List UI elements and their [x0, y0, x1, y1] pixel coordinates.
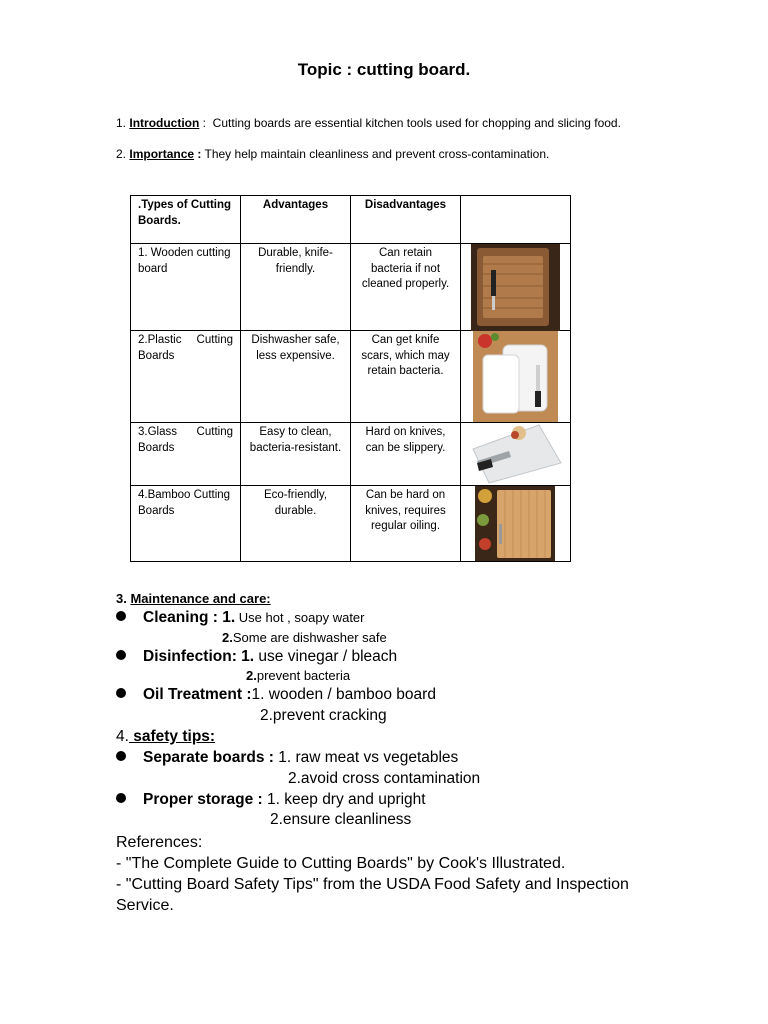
table-row [131, 486, 571, 562]
advantages-cell: Dishwasher safe, less expensive. [241, 331, 351, 423]
list-item [116, 791, 426, 809]
item-second-text: 2.ensure cleanliness [270, 811, 412, 828]
item-first: 1. keep dry and upright [262, 791, 426, 808]
item-second-text: Some are dishwasher safe [232, 630, 387, 645]
image-cell [461, 423, 571, 486]
bullet-icon [116, 751, 126, 761]
item-label: Oil Treatment : [143, 686, 252, 703]
maintenance-heading [116, 591, 271, 606]
header-disadvantages: Disadvantages [351, 196, 461, 244]
wooden-board-image [471, 244, 560, 331]
importance-text: They help maintain cleanliness and prevent cross-contamination. [201, 147, 550, 161]
disadvantages-cell: Can get knife scars, which may retain bacteria. [351, 331, 461, 423]
disadvantages-cell: Can be hard on knives, requires regular oiling. [351, 486, 461, 562]
header-types: .Types of Cutting Boards. [131, 196, 241, 244]
item-second-text: 2.avoid cross contamination [288, 770, 481, 787]
item-second-text: prevent bacteria [256, 668, 351, 683]
list-item [116, 648, 397, 666]
list-item [116, 609, 365, 627]
table-row [131, 423, 571, 486]
bullet-icon [116, 650, 126, 660]
page-title: Topic : cutting board. [297, 60, 471, 79]
intro-sep: : [199, 116, 207, 130]
bamboo-board-image [475, 486, 555, 561]
list-item [116, 749, 458, 767]
advantages-cell: Eco-friendly, durable. [241, 486, 351, 562]
importance-number: 2. [116, 147, 127, 161]
item-first: 1. raw meat vs vegetables [273, 749, 459, 766]
glass-board-image [469, 423, 563, 485]
item-second-number: 2. [246, 668, 257, 683]
item-second [270, 811, 411, 829]
disadvantages-cell: Can retain bacteria if not cleaned properly. [351, 244, 461, 331]
introduction-paragraph [116, 116, 621, 130]
item-second-number: 2. [222, 630, 233, 645]
table-header-row [131, 196, 571, 244]
item-label: Cleaning : 1. [143, 609, 236, 626]
type-cell: 1. Wooden cutting board [131, 244, 241, 331]
safety-title: safety tips: [128, 728, 216, 745]
importance-label: Importance [129, 147, 195, 161]
list-item [116, 686, 436, 704]
item-first: use vinegar / bleach [254, 648, 398, 665]
image-cell [461, 331, 571, 423]
maintenance-number: 3. [116, 591, 127, 606]
table-row [131, 244, 571, 331]
importance-paragraph [116, 147, 549, 161]
safety-heading [116, 728, 215, 746]
safety-number: 4. [116, 728, 129, 745]
importance-sep: : [194, 147, 202, 161]
maintenance-title: Maintenance and care: [130, 591, 271, 606]
item-label: Proper storage : [143, 791, 263, 808]
item-second [246, 668, 350, 683]
advantages-cell: Durable, knife-friendly. [241, 244, 351, 331]
disadvantages-cell: Hard on knives, can be slippery. [351, 423, 461, 486]
references-section [116, 832, 676, 916]
image-cell [461, 244, 571, 331]
cutting-board-types-table [130, 195, 571, 562]
advantages-cell: Easy to clean, bacteria-resistant. [241, 423, 351, 486]
item-first: 1. wooden / bamboo board [251, 686, 436, 703]
table-row [131, 331, 571, 423]
intro-text: Cutting boards are essential kitchen tools used for chopping and slicing food. [206, 116, 621, 130]
intro-label: Introduction [129, 116, 200, 130]
plastic-board-image [473, 331, 558, 422]
image-cell [461, 486, 571, 562]
header-image-cell [461, 196, 571, 244]
references-heading: References: [116, 834, 203, 851]
item-second [288, 770, 480, 788]
reference-item: - "The Complete Guide to Cutting Boards" by Cook's Illustrated. [116, 855, 566, 872]
bullet-icon [116, 793, 126, 803]
item-first: Use hot , soapy water [235, 610, 365, 625]
type-cell: 4.Bamboo Cutting Boards [131, 486, 241, 562]
bullet-icon [116, 611, 126, 621]
item-label: Separate boards : [143, 749, 274, 766]
intro-number: 1. [116, 116, 127, 130]
item-label: Disinfection: 1. [143, 648, 255, 665]
item-second-text: 2.prevent cracking [260, 707, 387, 724]
item-second [222, 630, 387, 645]
reference-item: - "Cutting Board Safety Tips" from the USDA Food Safety and Inspection Service. [116, 876, 629, 914]
header-advantages: Advantages [241, 196, 351, 244]
type-cell: 3.Glass Cutting Boards [131, 423, 241, 486]
bullet-icon [116, 688, 126, 698]
item-second [260, 707, 387, 725]
type-cell: 2.Plastic Cutting Boards [131, 331, 241, 423]
